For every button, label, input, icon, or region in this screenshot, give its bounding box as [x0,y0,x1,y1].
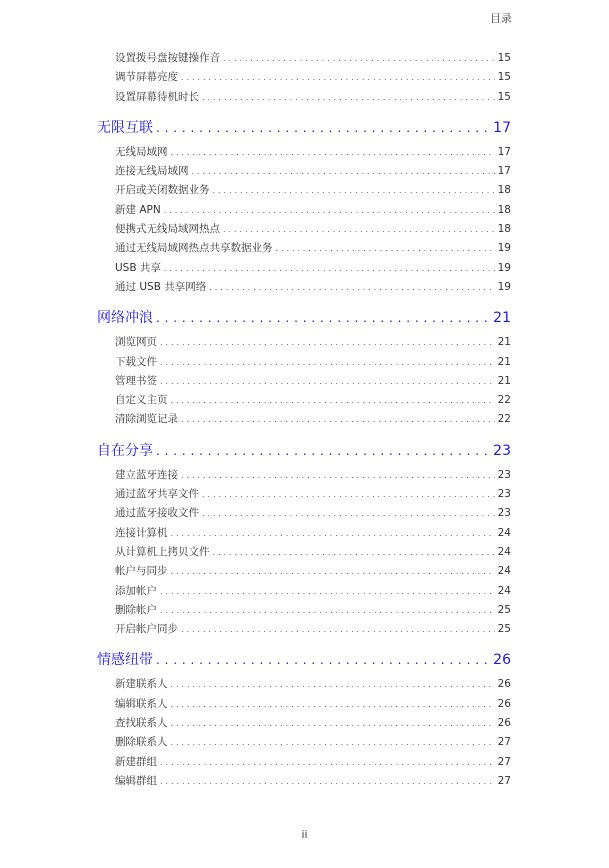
dot-leader [156,653,490,667]
dot-leader [171,148,495,157]
toc-entry-page: 23 [497,468,511,481]
toc-entry-title: 便携式无线局域网热点 [115,223,220,236]
dot-leader [181,73,495,82]
toc-entry-page: 24 [497,526,511,539]
dot-leader [164,206,495,215]
page-number: ii [301,828,308,841]
toc-entry-page: 21 [497,336,511,349]
dot-leader [160,777,495,786]
toc-entry-title: 自定义主页 [115,394,168,407]
toc-entry[interactable] [115,163,511,182]
dot-leader [202,509,495,518]
toc-section [0,440,609,641]
running-header: 目录 [490,12,512,25]
toc-entry[interactable] [115,525,511,544]
toc-entry-page: 22 [497,394,511,407]
dot-leader [171,567,495,576]
toc-section-title: 无限互联 [97,119,153,136]
toc-entry[interactable] [115,715,511,734]
toc-entry-title: 删除联系人 [115,736,168,749]
toc-entry-title: 从计算机上拷贝文件 [115,545,210,558]
toc-entry[interactable] [115,773,511,792]
toc-entry-title: 编辑联系人 [115,697,168,710]
toc-section-heading[interactable] [97,307,511,329]
toc-entry[interactable] [115,240,511,259]
toc-entry-page: 18 [497,223,511,236]
dot-leader [171,700,495,709]
toc-entry-page: 27 [497,736,511,749]
toc-entry[interactable] [115,754,511,773]
toc-entry-title: 添加帐户 [115,584,157,597]
toc-section-page: 21 [493,310,511,327]
toc-entry[interactable] [115,354,511,373]
toc-entry[interactable] [115,467,511,486]
toc-entry-title: 通过无线局域网热点共享数据业务 [115,242,273,255]
toc-entry-title: 新建群组 [115,755,157,768]
toc-section-heading[interactable] [97,440,511,462]
toc-entry-page: 25 [497,623,511,636]
toc-section-page: 17 [493,119,511,136]
dot-leader [160,587,495,596]
toc-entry[interactable] [115,486,511,505]
toc-entry-page: 18 [497,203,511,216]
dot-leader [160,606,495,615]
toc-entry-title: 连接无线局域网 [115,165,189,178]
dot-leader [276,244,495,253]
toc-entry[interactable] [115,505,511,524]
toc-section-page: 23 [493,442,511,459]
dot-leader [156,444,490,458]
toc-section-page: 26 [493,652,511,669]
toc-entry-title: 开启帐户同步 [115,623,178,636]
toc-entry-page: 22 [497,413,511,426]
toc-entry-page: 21 [497,355,511,368]
dot-leader [164,264,495,273]
toc-section [0,117,609,298]
dot-leader [171,529,495,538]
toc-entry-page: 25 [497,603,511,616]
dot-leader [213,186,495,195]
dot-leader [202,93,495,102]
dot-leader [156,121,490,135]
toc-entry-title: 无线局域网 [115,145,168,158]
toc-entry-title: 浏览网页 [115,336,157,349]
toc-entry[interactable] [115,182,511,201]
dot-leader [213,548,495,557]
toc-entry-page: 26 [497,697,511,710]
toc-entry-page: 24 [497,565,511,578]
toc-entry[interactable] [115,221,511,240]
toc-entry-title: 清除浏览记录 [115,413,178,426]
toc-entry-page: 26 [497,678,511,691]
toc-section-heading[interactable] [97,649,511,671]
dot-leader [223,54,495,63]
toc-entry[interactable] [115,89,511,108]
toc-entry-title: 建立蓝牙连接 [115,468,178,481]
toc-entry-title: 设置拨号盘按键操作音 [115,52,220,64]
toc-entry-page: 23 [497,488,511,501]
dot-leader [192,167,495,176]
toc-section-title: 网络冲浪 [97,310,153,327]
toc-entry-title: 连接计算机 [115,526,168,539]
toc-entry-title: 管理书签 [115,374,157,387]
dot-leader [160,358,495,367]
dot-leader [160,338,495,347]
toc-entry-page: 17 [497,145,511,158]
dot-leader [202,490,495,499]
dot-leader [171,738,495,747]
toc-entry-title: 查找联系人 [115,717,168,730]
toc-section [0,649,609,792]
toc-entry[interactable] [115,734,511,753]
toc-entry[interactable] [115,544,511,563]
dot-leader [171,719,495,728]
dot-leader [171,680,495,689]
toc-entry-title: 新建 APN [115,203,161,216]
toc-entry-page: 26 [497,717,511,730]
toc-section-title: 自在分享 [97,442,153,459]
toc-entry[interactable] [115,144,511,163]
toc-entry-page: 27 [497,774,511,787]
toc-section [0,307,609,430]
toc-entry[interactable] [115,621,511,640]
toc-entry[interactable] [115,411,511,430]
toc-entry-title: 通过 USB 共享网络 [115,280,207,293]
toc-entry-page: 15 [497,52,511,64]
toc-entry[interactable] [115,583,511,602]
toc-entry[interactable] [115,602,511,621]
toc-entry-page: 23 [497,507,511,520]
toc-entry-page: 21 [497,374,511,387]
toc-entry[interactable] [115,696,511,715]
toc-entry-title: 帐户与同步 [115,565,168,578]
toc-entry-title: 开启或关闭数据业务 [115,184,210,197]
toc-entry-title: 调节屏幕亮度 [115,71,178,84]
dot-leader [171,396,495,405]
toc-entry[interactable] [115,202,511,221]
toc-entry[interactable] [115,279,511,298]
dot-leader [209,283,494,292]
toc-entry-title: 通过蓝牙共享文件 [115,488,199,501]
toc-entry[interactable] [115,373,511,392]
toc-entry-page: 19 [497,242,511,255]
dot-leader [160,377,495,386]
toc-entry[interactable] [115,563,511,582]
toc-entry-page: 18 [497,184,511,197]
dot-leader [181,625,495,634]
toc-entry-page: 15 [497,90,511,103]
toc-entry-title: 设置屏幕待机时长 [115,90,199,103]
toc-entry-title: USB 共享 [115,261,161,274]
toc-sections [0,117,609,792]
toc-entry-page: 24 [497,584,511,597]
toc-entry-page: 19 [497,280,511,293]
toc-entry-title: 新建联系人 [115,678,168,691]
dot-leader [156,311,490,325]
toc-section-title: 情感纽带 [97,652,153,669]
toc-entry[interactable] [115,334,511,353]
toc-entry[interactable] [115,69,511,88]
toc-entry-page: 15 [497,71,511,84]
toc-entry-page: 17 [497,165,511,178]
dot-leader [160,758,495,767]
toc-entry[interactable] [115,260,511,279]
toc-entry[interactable] [115,392,511,411]
toc-entry[interactable] [115,50,511,69]
toc-section-heading[interactable] [97,117,511,139]
toc-entry-title: 编辑群组 [115,774,157,787]
dot-leader [181,471,495,480]
table-of-contents [0,50,609,792]
toc-entry-page: 24 [497,545,511,558]
toc-entry-page: 27 [497,755,511,768]
toc-entry-title: 通过蓝牙接收文件 [115,507,199,520]
toc-entry-title: 删除帐户 [115,603,157,616]
toc-entry-page: 19 [497,261,511,274]
toc-entry[interactable] [115,676,511,695]
lead-items [0,50,609,108]
dot-leader [181,415,495,424]
dot-leader [223,225,495,234]
toc-entry-title: 下载文件 [115,355,157,368]
